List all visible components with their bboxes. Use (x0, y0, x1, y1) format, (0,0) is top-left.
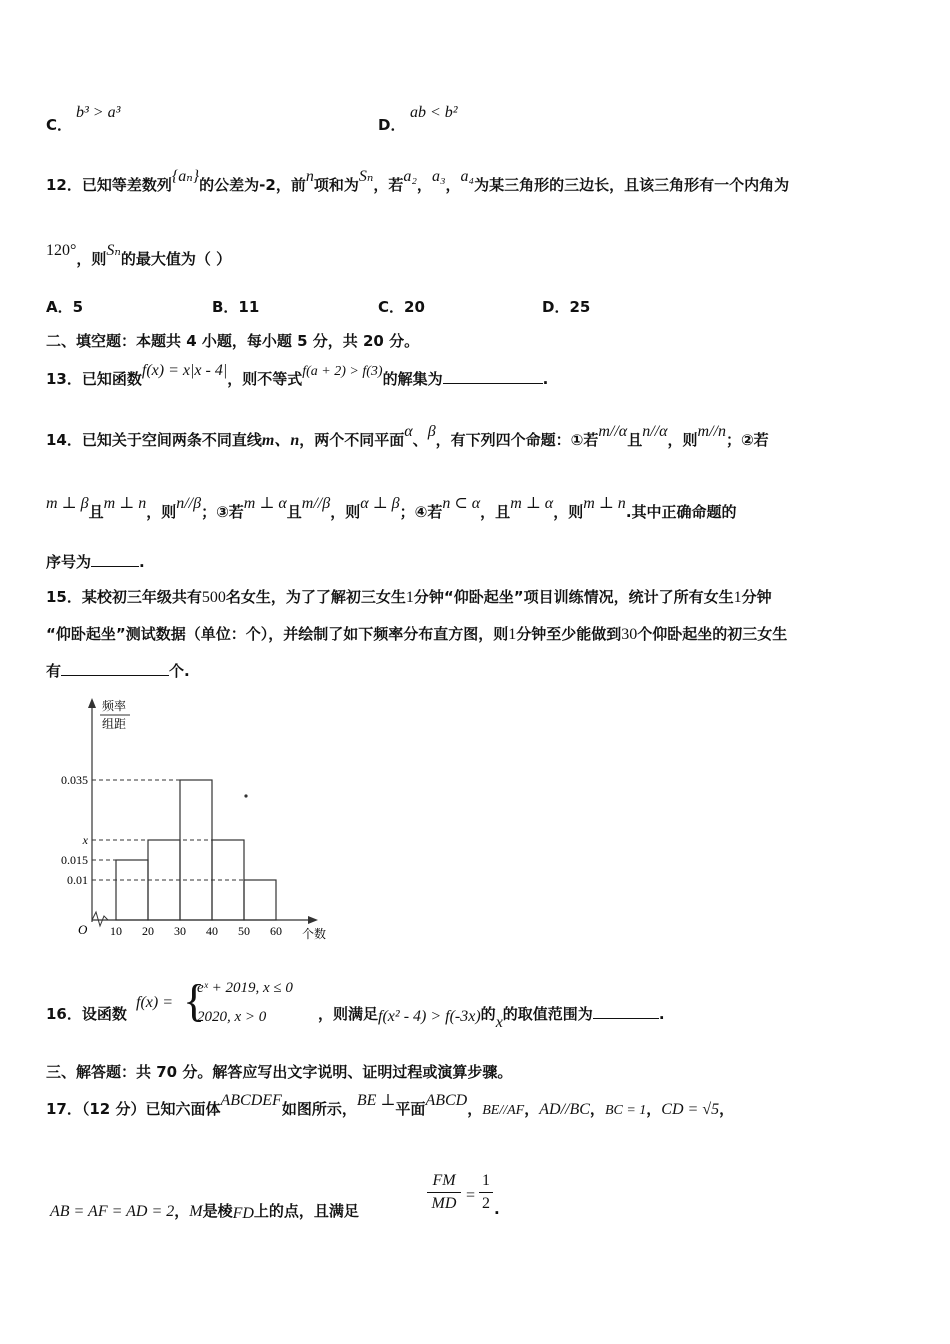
fraction-denominator: 2 (482, 1195, 490, 1212)
text: 上的点，且满足 (253, 1202, 359, 1220)
text: 已知等差数列 (81, 176, 172, 194)
math: α ⊥ β (360, 495, 400, 512)
question-15-line-3 (46, 660, 190, 681)
question-16-tail (318, 1003, 665, 1031)
text: ，有下列四个命题：①若 (435, 431, 599, 449)
text: 的最大值为（ ） (120, 250, 232, 268)
period: . (494, 1200, 500, 1218)
math: m ⊥ α (510, 495, 554, 512)
histogram-bar-10-20 (116, 860, 148, 920)
math-a2: a₂ (403, 168, 417, 185)
question-12-line-1 (46, 168, 790, 195)
question-15-line-1 (46, 586, 772, 607)
text: ， (589, 1100, 605, 1118)
choice-c: C．20 (378, 298, 425, 316)
text: 是棱 (202, 1202, 233, 1220)
question-14-line-2 (46, 495, 737, 522)
x-tick-label: 20 (142, 924, 154, 938)
math-plane: ABCD (425, 1092, 468, 1109)
text: 的取值范围为 (502, 1005, 593, 1023)
inequality-math: f(x² - 4) > f(-3x) (378, 1008, 481, 1025)
text: ；②若 (725, 431, 769, 449)
text: 、 (412, 431, 428, 449)
text: . (139, 553, 145, 571)
math: m//α (598, 423, 628, 440)
math: BC = 1 (604, 1103, 647, 1118)
math-sn: Sₙ (358, 168, 374, 185)
axis-break-mark (92, 912, 108, 926)
text: 的解集为 (382, 370, 443, 388)
question-14-line-3 (46, 551, 145, 572)
text: （12 分）已知六面体 (81, 1100, 221, 1118)
text: 分钟 (741, 588, 772, 606)
text: ， (719, 1100, 735, 1118)
function-name-math: f(x) = (136, 994, 173, 1011)
text: ，则 (553, 503, 584, 521)
text: 平面 (395, 1100, 426, 1118)
question-17-line-2 (50, 1200, 359, 1221)
text: ， (646, 1100, 662, 1118)
math: m//n (697, 423, 726, 440)
x-tick-labels (110, 924, 282, 938)
text: 某校初三年级共有 (81, 588, 202, 606)
text: 且 (286, 503, 302, 521)
text: ，则 (667, 431, 698, 449)
histogram-bars (116, 780, 276, 920)
answer-blank[interactable] (593, 1004, 659, 1019)
half-fraction (479, 1172, 493, 1213)
math: CD = √5 (661, 1101, 720, 1118)
text: 且 (88, 503, 104, 521)
math: m ⊥ n (103, 495, 147, 512)
question-number: 16． (46, 1005, 82, 1023)
math-n: n (305, 168, 314, 185)
fraction-numerator: FM (432, 1172, 456, 1189)
option-c-math: b³ > a³ (76, 104, 121, 121)
text: 已知函数 (81, 370, 142, 388)
histogram-bar-30-40 (180, 780, 212, 920)
math: AD//BC (539, 1101, 590, 1118)
y-axis-label-top: 频率 (102, 699, 127, 713)
math-point: M (189, 1203, 203, 1220)
text: 个仰卧起坐的初三女生 (637, 625, 788, 643)
choice-a: A．5 (46, 298, 84, 316)
sequence-math: {aₙ} (171, 168, 200, 185)
option-d-math: ab < b² (410, 104, 458, 121)
text: ， (416, 176, 432, 194)
number: 500 (201, 589, 226, 606)
y-tick-label: 0.01 (67, 873, 88, 887)
math-a3: a₃ (431, 168, 446, 185)
text: 个. (169, 662, 190, 680)
math-solid: ABCDEF (220, 1092, 282, 1109)
frequency-histogram (40, 690, 340, 950)
text: ，则不等式 (227, 370, 303, 388)
section-heading-solutions: 三、解答题：共 70 分。解答应写出文字说明、证明过程或演算步骤。 (46, 1063, 513, 1081)
number: 1 (405, 589, 414, 606)
fraction-denominator: MD (431, 1195, 457, 1212)
question-12-line-2 (46, 242, 232, 269)
math-mn: m、n (261, 432, 300, 449)
question-number: 17． (46, 1100, 82, 1118)
question-number: 15． (46, 588, 82, 606)
question-number: 14． (46, 431, 82, 449)
question-17-line-1 (46, 1092, 735, 1119)
text: ，则 (76, 250, 107, 268)
inequality-math: f(a + 2) > f(3) (302, 364, 383, 379)
math: BE//AF (482, 1103, 525, 1118)
text: 分钟至少能做到 (516, 625, 622, 643)
math: m ⊥ α (243, 495, 287, 512)
math-a4: a₄ (460, 168, 475, 185)
text: 设函数 (81, 1005, 127, 1023)
option-c-label: C． (46, 116, 73, 134)
section-heading-fill-in: 二、填空题：本题共 4 小题，每小题 5 分，共 20 分。 (46, 332, 420, 350)
text: ， (174, 1202, 190, 1220)
math: AB = AF = AD = 2 (50, 1203, 175, 1220)
text: “仰卧起坐”测试数据（单位：个），并绘制了如下频率分布直方图，则 (46, 625, 509, 643)
text: .其中正确命题的 (625, 503, 737, 521)
question-number: 12． (46, 176, 82, 194)
question-13 (46, 362, 549, 389)
text: 为某三角形的三边长，且该三角形有一个内角为 (474, 176, 790, 194)
y-tick-label: 0.015 (61, 853, 88, 867)
choice-d: D．25 (542, 298, 591, 316)
fraction-numerator: 1 (482, 1172, 490, 1189)
fraction-bar (479, 1192, 493, 1193)
answer-blank[interactable] (61, 661, 169, 676)
math-beta: β (427, 423, 436, 440)
question-number: 13． (46, 370, 82, 388)
text: ，则 (146, 503, 177, 521)
fraction-bar (427, 1192, 461, 1193)
x-tick-label: 10 (110, 924, 122, 938)
piecewise-case-1: eˣ + 2019, x ≤ 0 (197, 980, 293, 996)
text: 的 (480, 1005, 496, 1023)
math: n//α (642, 423, 668, 440)
text: ，若 (373, 176, 404, 194)
text: 名女生，为了了解初三女生 (225, 588, 406, 606)
question-16-lead (46, 1003, 127, 1024)
y-tick-label: 0.035 (61, 773, 88, 787)
text: ，两个不同平面 (299, 431, 405, 449)
number: 1 (733, 589, 742, 606)
text: ，则满足 (318, 1005, 379, 1023)
answer-blank[interactable] (91, 552, 139, 567)
number: 1 (508, 626, 517, 643)
text: 项和为 (313, 176, 359, 194)
x-tick-label: 30 (174, 924, 186, 938)
question-15-line-2 (46, 623, 787, 644)
math: n ⊂ α (442, 495, 481, 512)
text: ，则 (330, 503, 361, 521)
math: BE ⊥ (356, 1092, 396, 1109)
text: 的公差为-2，前 (199, 176, 306, 194)
text: ， (524, 1100, 540, 1118)
question-14-line-1 (46, 423, 769, 450)
text: 有 (46, 662, 62, 680)
text: ；④若 (399, 503, 443, 521)
math: m//β (301, 495, 331, 512)
y-axis-arrow (88, 698, 96, 708)
text: 且 (627, 431, 643, 449)
text: . (658, 1005, 665, 1023)
math-alpha: α (404, 423, 413, 440)
text: . (542, 370, 549, 388)
x-tick-label: 50 (238, 924, 250, 938)
text: 已知关于空间两条不同直线 (81, 431, 262, 449)
text: 序号为 (46, 553, 92, 571)
histogram-bar-50-60 (244, 880, 276, 920)
text: ， (467, 1100, 483, 1118)
math-edge: FD (232, 1205, 254, 1222)
piecewise-case-2: 2020, x > 0 (197, 1009, 267, 1025)
x-tick-label: 60 (270, 924, 282, 938)
equals-sign: = (465, 1187, 476, 1204)
math: n//β (176, 495, 202, 512)
x-tick-label: 40 (206, 924, 218, 938)
x-axis-label: 个数 (302, 927, 327, 941)
y-tick-label: x (82, 833, 88, 847)
text: 如图所示， (281, 1100, 357, 1118)
text: ；③若 (201, 503, 244, 521)
x-axis-arrow (308, 916, 318, 924)
stray-dot (244, 794, 247, 797)
number: 30 (621, 626, 638, 643)
y-axis-label-bottom: 组距 (102, 717, 127, 731)
math: m ⊥ n (583, 495, 626, 512)
ratio-fraction (427, 1172, 461, 1213)
math-sn: Sₙ (106, 242, 121, 259)
function-math: f(x) = x|x - 4| (141, 362, 228, 379)
text: 分钟“仰卧起坐”项目训练情况，统计了所有女生 (413, 588, 734, 606)
choice-b: B．11 (212, 298, 260, 316)
answer-blank[interactable] (443, 369, 543, 384)
math: m ⊥ β (46, 495, 89, 512)
math-angle: 120° (46, 242, 77, 259)
piecewise-brace: { (183, 975, 206, 1026)
text: ， (445, 176, 461, 194)
text: ，且 (480, 503, 511, 521)
option-d-label: D． (378, 116, 406, 134)
origin-label: O (78, 922, 88, 937)
math-x: x (495, 1014, 503, 1031)
